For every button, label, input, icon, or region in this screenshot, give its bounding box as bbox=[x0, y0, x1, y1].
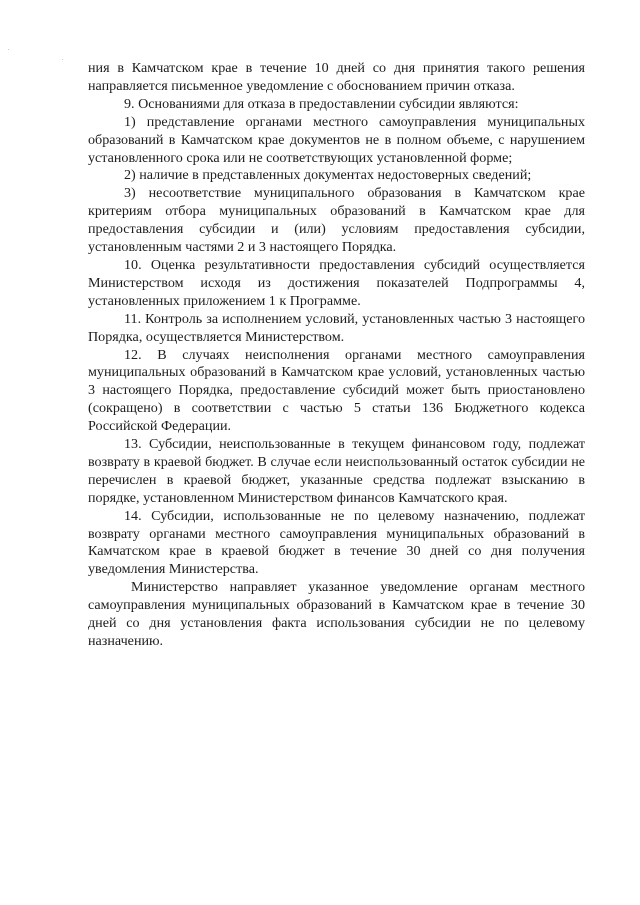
paragraph-item-14: 14. Субсидии, использованные не по целевому назначению, подлежат возврату органами местного самоуправления муниципальных образований в Камчатском крае в краевой бюджет в течение 30 дней со дня получения уведомления Министерства. bbox=[88, 507, 585, 578]
paragraph-item-9-1: 1) представление органами местного самоуправления муниципальных образований в Камчатском крае документов не в полном объеме, с нарушением установленного срока или не соответствующих установленной форме; bbox=[88, 113, 585, 166]
paragraph-item-9: 9. Основаниями для отказа в предоставлении субсидии являются: bbox=[124, 95, 519, 112]
paragraph-item-10: 10. Оценка результативности предоставления субсидий осуществляется Министерством исходя из достижения показателей Подпрограммы 4, установленных приложением 1 к Программе. bbox=[88, 256, 585, 309]
paragraph-item-12: 12. В случаях неисполнения органами местного самоуправления муниципальных образований в Камчатском крае условий, установленных частью 3 настоящего Порядка, предоставление субсидий может быть приостановлено (сокращено) в соответствии с частью 5 статьи 136 Бюджетного кодекса Российской Федерации. bbox=[88, 346, 585, 435]
scan-speck bbox=[8, 49, 9, 50]
paragraph-item-14-note: Министерство направляет указанное уведомление органам местного самоуправления муниципальных образований в Камчатском крае в течение 30 дней со дня установления факта использования субсидии не по целевому назначению. bbox=[88, 579, 585, 649]
scan-speck bbox=[62, 59, 63, 60]
paragraph-item-11: 11. Контроль за исполнением условий, установленных частью 3 настоящего Порядка, осуществляется Министерством. bbox=[88, 310, 585, 345]
paragraph-continuation: ния в Камчатском крае в течение 10 дней со дня принятия такого решения направляется письменное уведомление с обоснованием причин отказа. bbox=[88, 60, 585, 94]
paragraph-item-9-2: 2) наличие в представленных документах недостоверных сведений; bbox=[124, 167, 532, 184]
paragraph-item-13: 13. Субсидии, неиспользованные в текущем финансовом году, подлежат возврату в краевой бюджет. В случае если неиспользованный остаток субсидии не перечислен в краевой бюджет, указанные средства подлежат взысканию в порядке, установленном Министерством финансов Камчатского края. bbox=[88, 436, 585, 506]
document-body bbox=[88, 60, 585, 651]
paragraph-item-9-3: 3) несоответствие муниципального образования в Камчатском крае критериям отбора муниципальных образований в Камчатском крае для предоставления субсидии и (или) условиям предоставления субсидии, установленным частями 2 и 3 настоящего Порядка. bbox=[88, 185, 585, 256]
